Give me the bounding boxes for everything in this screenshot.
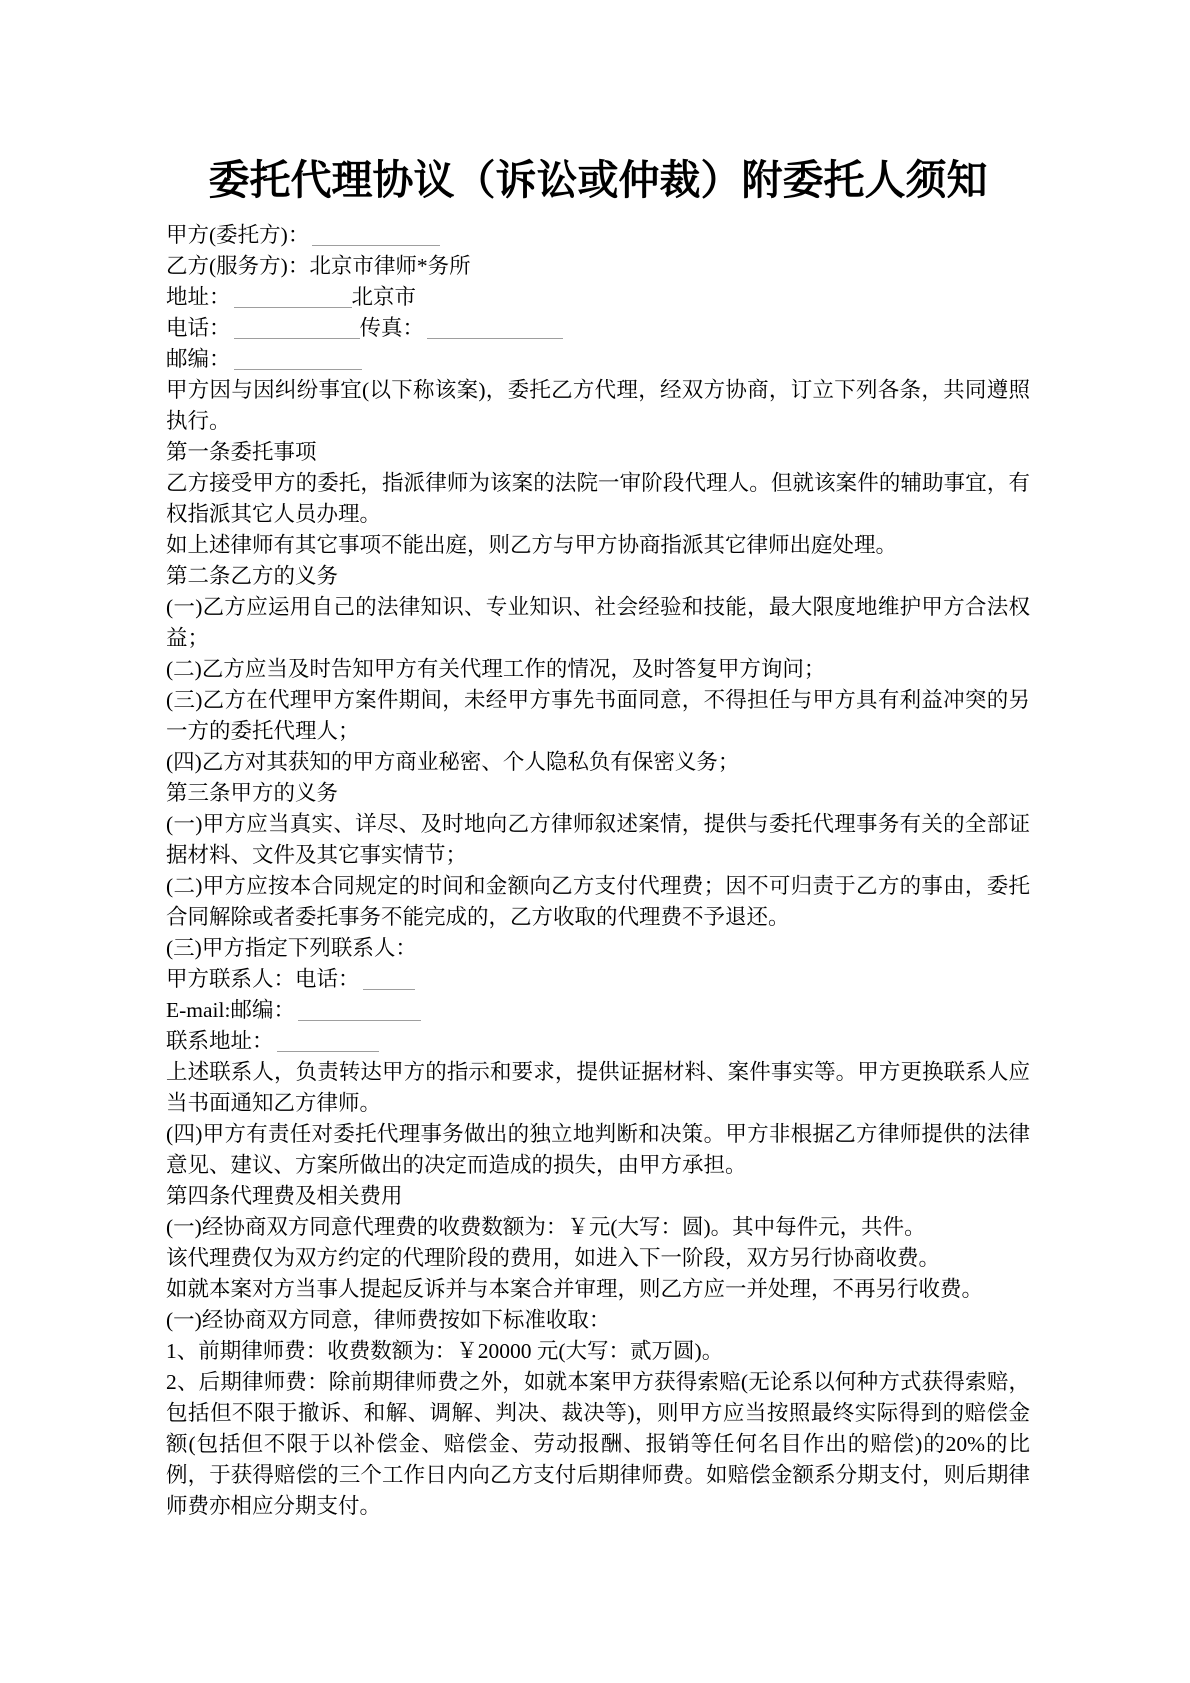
text-run: (四)甲方有责任对委托代理事务做出的独立地判断和决策。甲方非根据乙方律师提供的法律意见、建议、方案所做出的决定而造成的损失，由甲方承担。 xyxy=(166,1122,1030,1177)
text-run: 甲方联系人：电话： xyxy=(166,967,360,991)
text-run: 上述联系人，负责转达甲方的指示和要求，提供证据材料、案件事实等。甲方更换联系人应当书面通知乙方律师。 xyxy=(166,1060,1030,1115)
text-run: (三)甲方指定下列联系人： xyxy=(166,936,417,960)
paragraph xyxy=(166,282,1030,313)
fill-in-blank xyxy=(298,1005,421,1021)
text-run: (一)经协商双方同意，律师费按如下标准收取： xyxy=(166,1308,611,1332)
text-run: 第一条委托事项 xyxy=(166,440,317,464)
paragraph xyxy=(166,685,1030,747)
text-run: 第二条乙方的义务 xyxy=(166,564,339,588)
paragraph xyxy=(166,437,1030,468)
paragraph xyxy=(166,1026,1030,1057)
paragraph xyxy=(166,1119,1030,1181)
text-run: 1、前期律师费：收费数额为：￥20000 元(大写：贰万圆)。 xyxy=(166,1339,724,1363)
fill-in-blank xyxy=(363,974,415,990)
text-run: 联系地址： xyxy=(166,1029,274,1053)
paragraph xyxy=(166,1212,1030,1243)
fill-in-blank xyxy=(277,1036,379,1052)
fill-in-blank xyxy=(427,323,563,339)
paragraph xyxy=(166,964,1030,995)
text-run: 甲方因与因纠纷事宜(以下称该案)，委托乙方代理，经双方协商，订立下列各条，共同遵照执行。 xyxy=(166,378,1030,433)
paragraph xyxy=(166,344,1030,375)
paragraph xyxy=(166,1243,1030,1274)
paragraph xyxy=(166,1336,1030,1367)
text-run: 第四条代理费及相关费用 xyxy=(166,1184,403,1208)
text-run: 邮编： xyxy=(166,347,231,371)
paragraph xyxy=(166,375,1030,437)
paragraph xyxy=(166,747,1030,778)
paragraph xyxy=(166,251,1030,282)
paragraph xyxy=(166,778,1030,809)
paragraph xyxy=(166,592,1030,654)
paragraph xyxy=(166,220,1030,251)
text-run: 甲方(委托方)： xyxy=(166,223,310,247)
paragraph xyxy=(166,654,1030,685)
paragraph xyxy=(166,561,1030,592)
paragraph xyxy=(166,530,1030,561)
paragraph xyxy=(166,995,1030,1026)
text-run: 该代理费仅为双方约定的代理阶段的费用，如进入下一阶段，双方另行协商收费。 xyxy=(166,1246,941,1270)
text-run: (二)甲方应按本合同规定的时间和金额向乙方支付代理费；因不可归责于乙方的事由，委托合同解除或者委托事务不能完成的，乙方收取的代理费不予退还。 xyxy=(166,874,1030,929)
paragraph xyxy=(166,871,1030,933)
text-run: (二)乙方应当及时告知甲方有关代理工作的情况，及时答复甲方询问； xyxy=(166,657,826,681)
fill-in-blank xyxy=(234,354,362,370)
text-run: (一)甲方应当真实、详尽、及时地向乙方律师叙述案情，提供与委托代理事务有关的全部证据材料、文件及其它事实情节； xyxy=(166,812,1030,867)
text-run: (四)乙方对其获知的甲方商业秘密、个人隐私负有保密义务； xyxy=(166,750,740,774)
paragraph xyxy=(166,1274,1030,1305)
text-run: 传真： xyxy=(359,316,425,340)
text-run: 如就本案对方当事人提起反诉并与本案合并审理，则乙方应一并处理，不再另行收费。 xyxy=(166,1277,984,1301)
fill-in-blank xyxy=(234,292,352,308)
text-run: 北京市 xyxy=(351,285,417,309)
document-body xyxy=(166,220,1030,1522)
paragraph xyxy=(166,313,1030,344)
paragraph xyxy=(166,1305,1030,1336)
text-run: (三)乙方在代理甲方案件期间，未经甲方事先书面同意，不得担任与甲方具有利益冲突的另一方的委托代理人； xyxy=(166,688,1030,743)
text-run: 地址： xyxy=(166,285,231,309)
text-run: 第三条甲方的义务 xyxy=(166,781,339,805)
text-run: 电话： xyxy=(166,316,231,340)
text-run: 乙方接受甲方的委托，指派律师为该案的法院一审阶段代理人。但就该案件的辅助事宜，有权指派其它人员办理。 xyxy=(166,471,1030,526)
text-run: E-mail:邮编： xyxy=(166,998,295,1022)
text-run: 如上述律师有其它事项不能出庭，则乙方与甲方协商指派其它律师出庭处理。 xyxy=(166,533,898,557)
text-run: 乙方(服务方)：北京市律师*务所 xyxy=(166,254,471,278)
paragraph xyxy=(166,1367,1030,1522)
paragraph xyxy=(166,468,1030,530)
document-title: 委托代理协议（诉讼或仲裁）附委托人须知 xyxy=(208,157,988,203)
paragraph xyxy=(166,1181,1030,1212)
text-run: 2、后期律师费：除前期律师费之外，如就本案甲方获得索赔(无论系以何种方式获得索赔，包括但不限于撤诉、和解、调解、判决、裁决等)，则甲方应当按照最终实际得到的赔偿金额(包括但不限于以补偿金、赔偿金、劳动报酬、报销等任何名目作出的赔偿)的20%的比例，于获得赔偿的三个工作日内向乙方支付后期律师费。如赔偿金额系分期支付，则后期律师费亦相应分期支付。 xyxy=(166,1370,1030,1518)
text-run: (一)经协商双方同意代理费的收费数额为：￥元(大写：圆)。其中每件元，共件。 xyxy=(166,1215,926,1239)
fill-in-blank xyxy=(234,323,360,339)
fill-in-blank xyxy=(312,230,440,246)
paragraph xyxy=(166,1057,1030,1119)
text-run: (一)乙方应运用自己的法律知识、专业知识、社会经验和技能，最大限度地维护甲方合法权益； xyxy=(166,595,1030,650)
paragraph xyxy=(166,809,1030,871)
paragraph xyxy=(166,933,1030,964)
